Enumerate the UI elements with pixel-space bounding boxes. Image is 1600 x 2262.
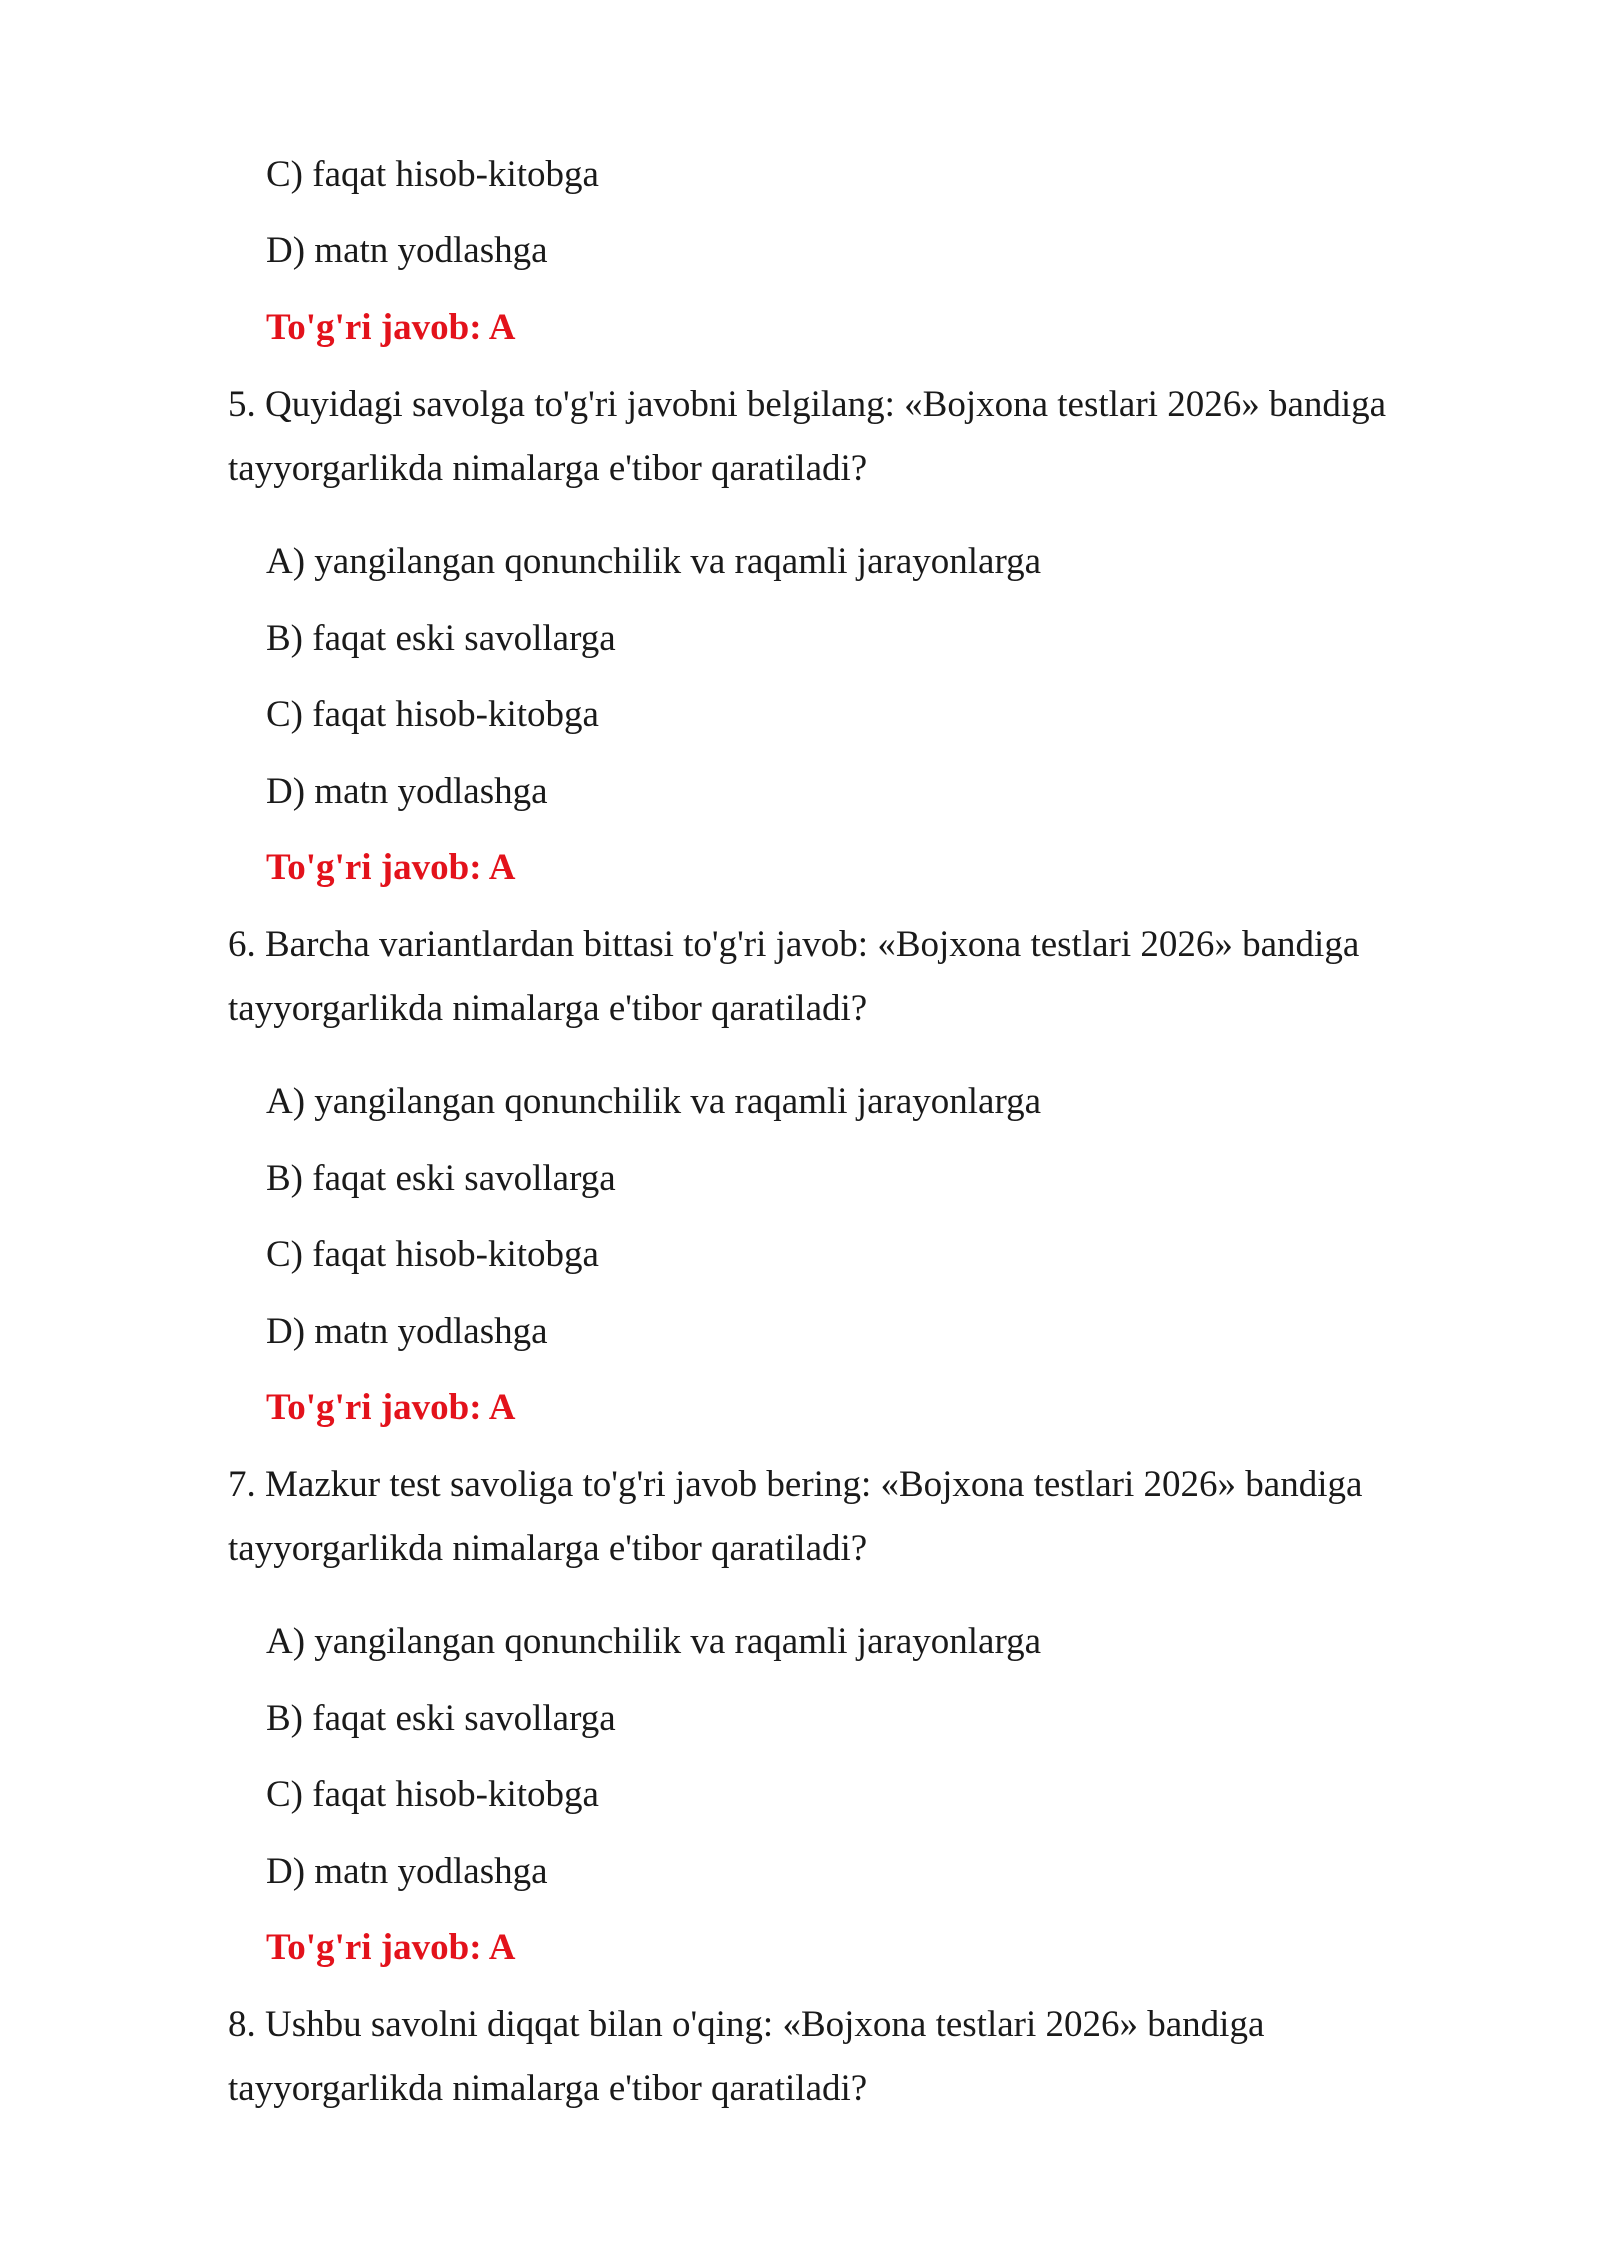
option-c-q4: C) faqat hisob-kitobga <box>266 154 599 195</box>
option-d-q7: D) matn yodlashga <box>266 1851 548 1892</box>
question-8-line-1: 8. Ushbu savolni diqqat bilan o'qing: «Bojxona testlari 2026» bandiga <box>228 2004 1265 2045</box>
option-b-q5: B) faqat eski savollarga <box>266 618 616 659</box>
question-6-line-2: tayyorgarlikda nimalarga e'tibor qaratiladi? <box>228 988 868 1029</box>
option-c-q7: C) faqat hisob-kitobga <box>266 1774 599 1815</box>
option-a-q7: A) yangilangan qonunchilik va raqamli jarayonlarga <box>266 1621 1042 1662</box>
question-8-line-2: tayyorgarlikda nimalarga e'tibor qaratiladi? <box>228 2068 868 2109</box>
correct-answer-q5: To'g'ri javob: A <box>266 847 516 888</box>
question-5-line-1: 5. Quyidagi savolga to'g'ri javobni belgilang: «Bojxona testlari 2026» bandiga <box>228 384 1387 425</box>
question-7-line-1: 7. Mazkur test savoliga to'g'ri javob bering: «Bojxona testlari 2026» bandiga <box>228 1464 1363 1505</box>
option-d-q5: D) matn yodlashga <box>266 771 548 812</box>
option-d-q6: D) matn yodlashga <box>266 1311 548 1352</box>
option-d-q4: D) matn yodlashga <box>266 230 548 271</box>
option-b-q6: B) faqat eski savollarga <box>266 1158 616 1199</box>
question-6-line-1: 6. Barcha variantlardan bittasi to'g'ri javob: «Bojxona testlari 2026» bandiga <box>228 924 1360 965</box>
correct-answer-q6: To'g'ri javob: A <box>266 1387 516 1428</box>
option-c-q5: C) faqat hisob-kitobga <box>266 694 599 735</box>
option-a-q6: A) yangilangan qonunchilik va raqamli jarayonlarga <box>266 1081 1042 1122</box>
question-5-line-2: tayyorgarlikda nimalarga e'tibor qaratiladi? <box>228 448 868 489</box>
option-b-q7: B) faqat eski savollarga <box>266 1698 616 1739</box>
correct-answer-q7: To'g'ri javob: A <box>266 1927 516 1968</box>
question-7-line-2: tayyorgarlikda nimalarga e'tibor qaratiladi? <box>228 1528 868 1569</box>
option-a-q5: A) yangilangan qonunchilik va raqamli jarayonlarga <box>266 541 1042 582</box>
option-c-q6: C) faqat hisob-kitobga <box>266 1234 599 1275</box>
correct-answer-q4: To'g'ri javob: A <box>266 307 516 348</box>
